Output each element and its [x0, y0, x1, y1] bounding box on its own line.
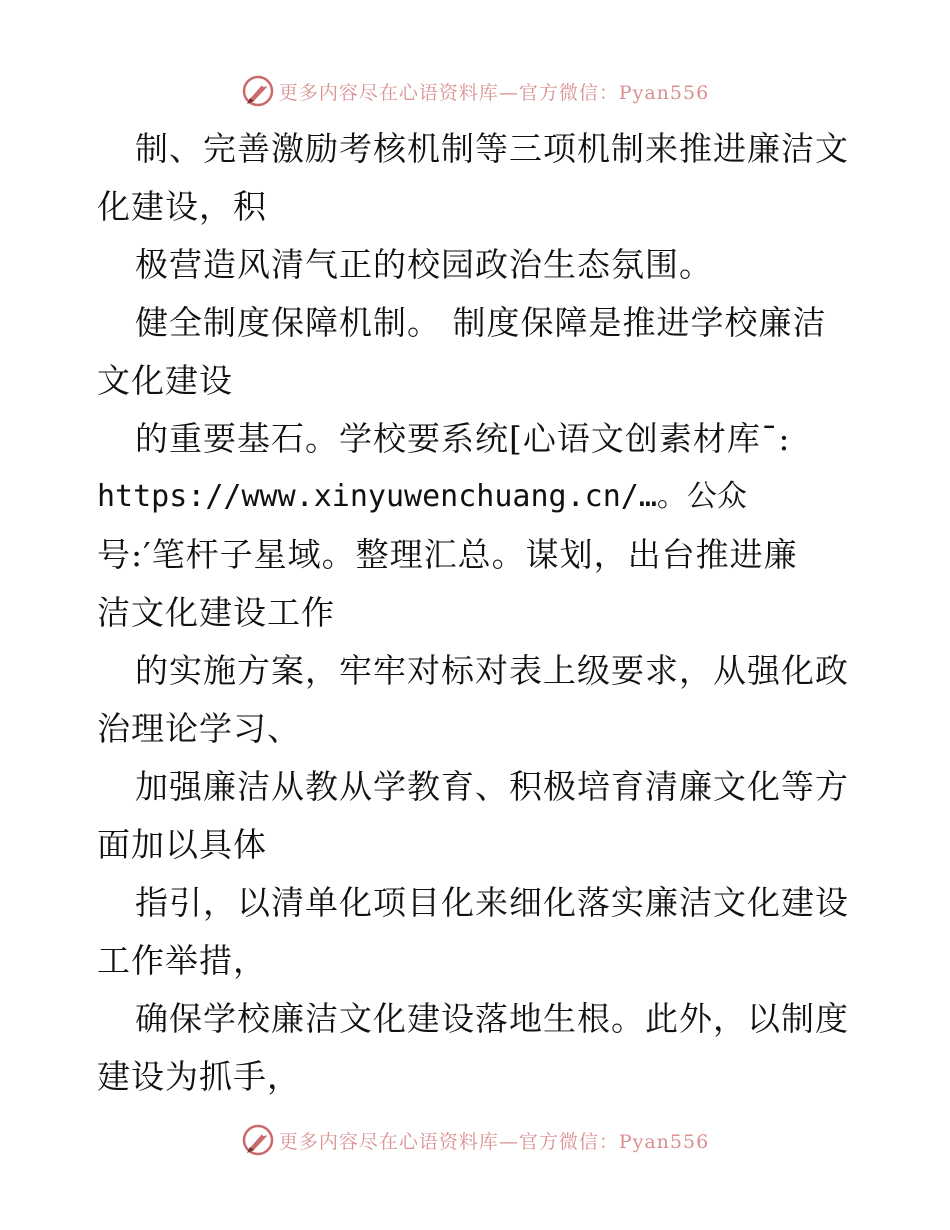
text-line: 工作举措， [97, 941, 267, 980]
text-line: 化建设，积 [97, 187, 267, 226]
text-line: 文化建设 [97, 361, 233, 400]
text-line: 面加以具体 [97, 825, 267, 864]
text-line: 治理论学习、 [97, 709, 301, 748]
footer-banner [0, 1120, 950, 1160]
text-line: 洁文化建设工作 [97, 593, 335, 632]
header-banner-text: 更多内容尽在心语资料库—官方微信：Pyan556 [278, 81, 710, 104]
text-line: 确保学校廉洁文化建设落地生根。此外，以制度 [135, 999, 849, 1038]
text-line: 制、完善激励考核机制等三项机制来推进廉洁文 [135, 129, 849, 168]
text-line: 指引，以清单化项目化来细化落实廉洁文化建设 [135, 883, 849, 922]
pen-logo-icon [241, 1123, 275, 1157]
text-line: https://www.xinyuwenchuang.cn/…。公众 [97, 479, 747, 514]
header-banner [0, 71, 950, 111]
text-line: 加强廉洁从教从学教育、积极培育清廉文化等方 [135, 767, 849, 806]
text-line: 极营造风清气正的校园政治生态氛围。 [135, 245, 713, 284]
text-line: 号:′笔杆子星域。整理汇总。谋划，出台推进廉 [97, 535, 798, 574]
text-line: 的实施方案，牢牢对标对表上级要求，从强化政 [135, 651, 849, 690]
body-text [97, 120, 867, 1106]
pen-logo-icon [241, 74, 275, 108]
text-line: 建设为抓手， [97, 1057, 301, 1096]
footer-banner-text: 更多内容尽在心语资料库—官方微信：Pyan556 [278, 1130, 710, 1153]
text-line: 的重要基石。学校要系统[心语文创素材库¯: [135, 419, 791, 458]
text-line: 健全制度保障机制。 制度保障是推进学校廉洁 [135, 303, 827, 342]
